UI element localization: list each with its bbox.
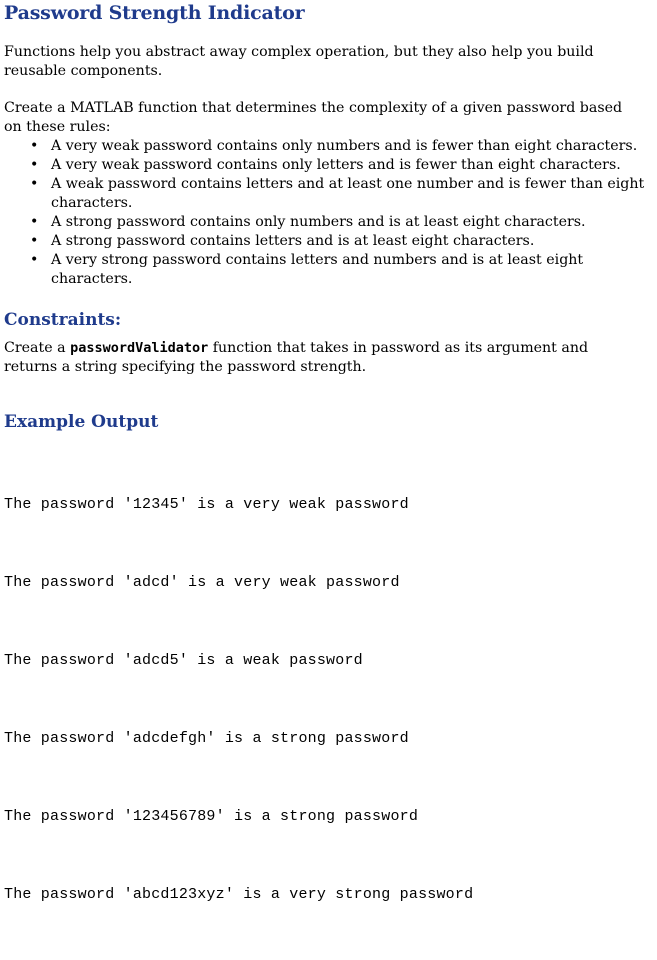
rule-text: A very weak password contains only letters and is fewer than eight characters. [51, 157, 621, 173]
list-item [4, 137, 654, 156]
list-item [4, 156, 654, 175]
task-paragraph: Create a MATLAB function that determines the complexity of a given password based on these rules: [4, 100, 623, 135]
bullet-icon: • [30, 157, 39, 173]
bullet-icon: • [30, 214, 39, 230]
intro-paragraph: Functions help you abstract away complex operation, but they also help you build reusable components. [4, 44, 594, 79]
list-item [4, 213, 654, 232]
rule-text: A very strong password contains letters and numbers and is at least eight characters. [51, 252, 584, 287]
rule-text: A very weak password contains only numbers and is fewer than eight characters. [51, 138, 638, 154]
constraints-text-after: function that takes in password as its argument and returns a string specifying the password strength. [4, 340, 589, 375]
output-line: The password '12345' is a very weak password [4, 496, 409, 513]
list-item [4, 175, 654, 213]
bullet-icon: • [30, 176, 39, 192]
constraints-text-before: Create a [4, 340, 71, 356]
rules-list [4, 137, 654, 289]
bullet-icon: • [30, 233, 39, 249]
page-title: Password Strength Indicator [4, 2, 305, 24]
list-item [4, 251, 654, 289]
constraints-paragraph [4, 339, 644, 377]
output-line: The password 'adcd5' is a weak password [4, 652, 363, 669]
output-line: The password 'adcd' is a very weak password [4, 574, 400, 591]
rule-text: A strong password contains only numbers and is at least eight characters. [51, 214, 586, 230]
bullet-icon: • [30, 138, 39, 154]
bullet-icon: • [30, 252, 39, 268]
constraints-heading: Constraints: [4, 310, 122, 330]
example-output [4, 440, 473, 960]
output-line: The password 'abcd123xyz' is a very strong password [4, 886, 474, 903]
output-line: The password 'adcdefgh' is a strong password [4, 730, 409, 747]
function-name: passwordValidator [70, 340, 209, 356]
list-item [4, 232, 654, 251]
example-heading: Example Output [4, 412, 159, 432]
output-line: The password '123456789' is a strong password [4, 808, 419, 825]
rule-text: A strong password contains letters and is at least eight characters. [51, 233, 535, 249]
rule-text: A weak password contains letters and at least one number and is fewer than eight characters. [51, 176, 645, 211]
